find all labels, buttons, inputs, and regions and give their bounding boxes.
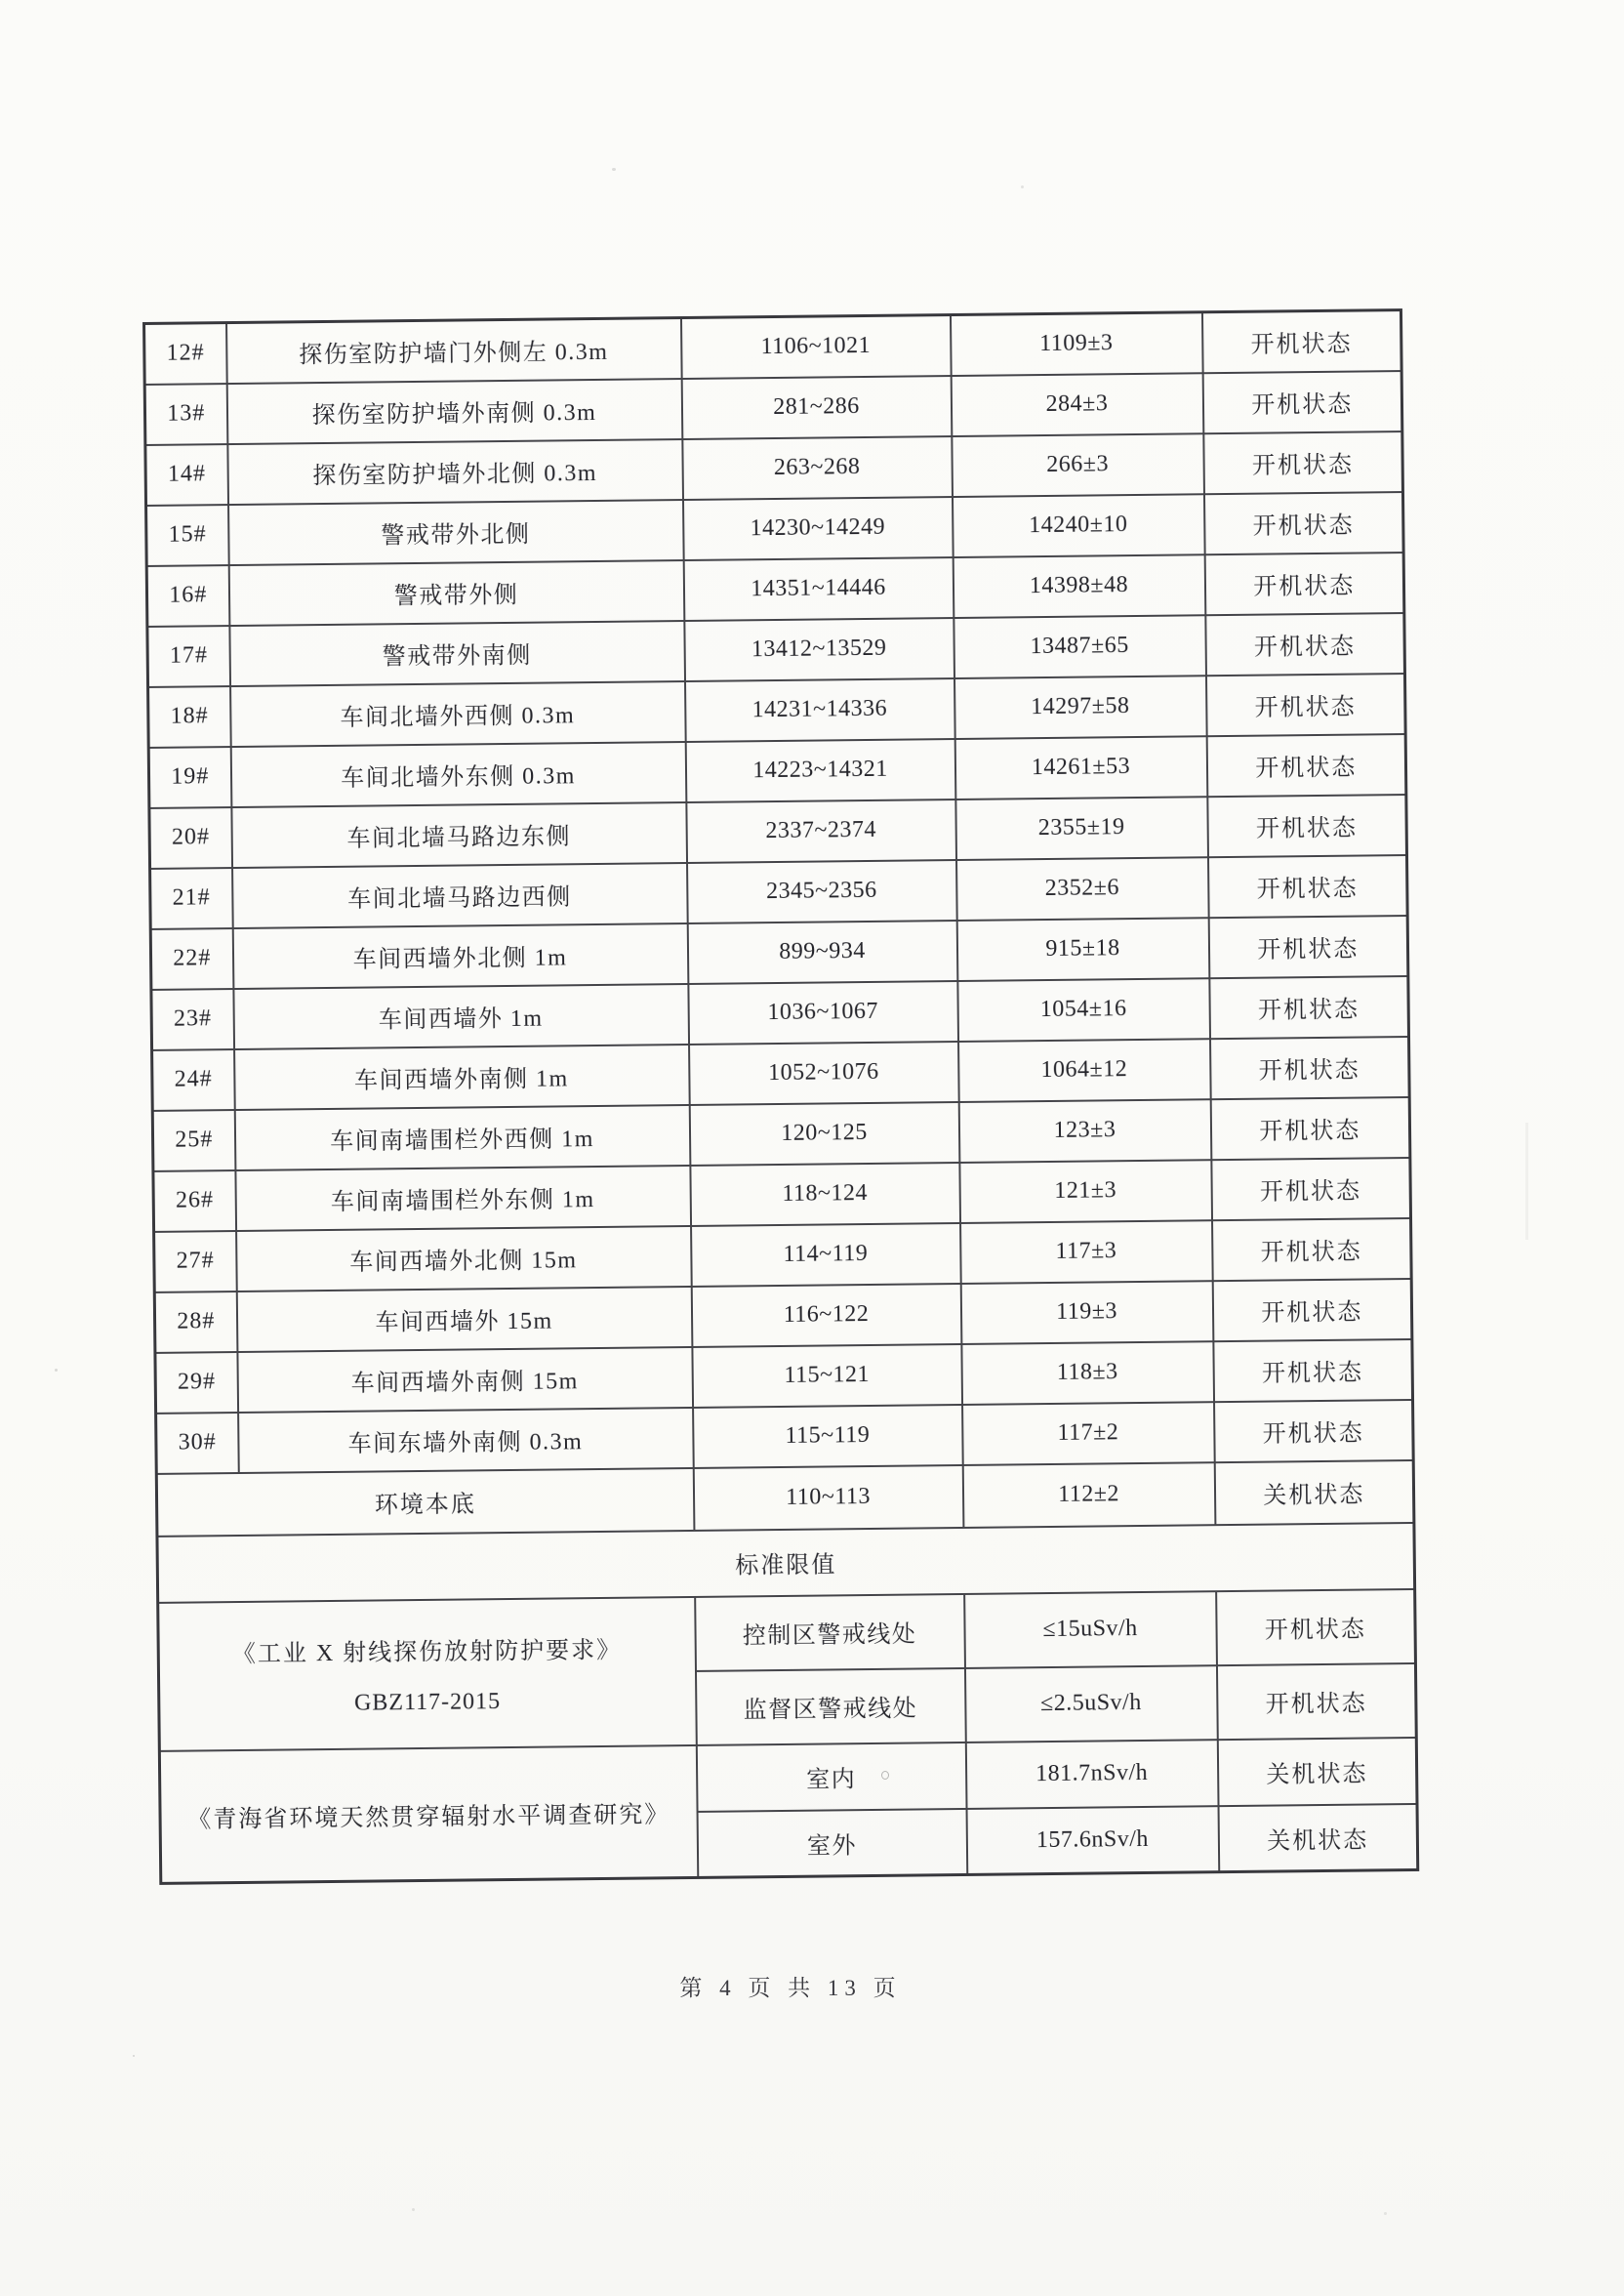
- gbz-standard-row-1: [158, 1588, 1416, 1676]
- background-mean: 112±2: [962, 1462, 1215, 1528]
- point-id: 15#: [146, 505, 229, 566]
- survey-condition-outdoor: 室外: [697, 1808, 967, 1877]
- point-id: 22#: [150, 928, 233, 990]
- point-range: 14351~14446: [683, 557, 954, 621]
- point-mean: 117±2: [962, 1402, 1215, 1465]
- gbz-limit-2: ≤2.5uSv/h: [964, 1665, 1217, 1742]
- point-mean: 915±18: [956, 918, 1209, 981]
- point-location: 警戒带外南侧: [229, 621, 685, 686]
- point-status: 开机状态: [1205, 674, 1405, 736]
- point-location: 探伤室防护墙外南侧 0.3m: [226, 379, 682, 444]
- survey-status-indoor: 关机状态: [1217, 1737, 1417, 1805]
- point-location: 车间北墙外东侧 0.3m: [230, 742, 686, 807]
- point-mean: 266±3: [952, 433, 1204, 497]
- point-id: 17#: [147, 626, 230, 687]
- gbz-condition-1: 控制区警戒线处: [695, 1593, 965, 1670]
- point-location: 车间南墙围栏外西侧 1m: [234, 1104, 690, 1169]
- scan-speck: [881, 1771, 889, 1780]
- point-mean: 2355±19: [955, 797, 1208, 860]
- survey-value-indoor: 181.7nSv/h: [965, 1740, 1218, 1809]
- point-range: 263~268: [682, 436, 953, 500]
- point-status: 开机状态: [1209, 976, 1409, 1039]
- point-mean: 14261±53: [954, 736, 1207, 800]
- point-location: 车间西墙外南侧 15m: [237, 1346, 693, 1412]
- point-status: 开机状态: [1213, 1338, 1413, 1401]
- point-location: 警戒带外侧: [228, 560, 684, 626]
- point-status: 开机状态: [1207, 795, 1407, 857]
- point-mean: 14398±48: [953, 554, 1205, 618]
- point-location: 警戒带外北侧: [228, 500, 684, 565]
- scan-speck: [1384, 2212, 1387, 2215]
- background-range: 110~113: [693, 1464, 963, 1530]
- point-id: 28#: [154, 1292, 237, 1353]
- survey-status-outdoor: 关机状态: [1218, 1803, 1418, 1871]
- point-range: 120~125: [689, 1101, 959, 1165]
- point-range: 115~121: [692, 1343, 962, 1407]
- point-id: 26#: [153, 1170, 236, 1232]
- point-id: 27#: [154, 1231, 237, 1292]
- point-mean: 1109±3: [950, 312, 1202, 376]
- survey-condition-indoor: 室内: [696, 1742, 966, 1811]
- point-status: 开机状态: [1207, 855, 1407, 918]
- point-location: 车间西墙外南侧 1m: [234, 1044, 690, 1109]
- point-status: 开机状态: [1203, 431, 1403, 494]
- point-range: 115~119: [693, 1404, 963, 1467]
- limits-title: 标准限值: [157, 1522, 1415, 1602]
- point-range: 13412~13529: [684, 618, 954, 681]
- point-status: 开机状态: [1204, 553, 1404, 615]
- point-location: 车间西墙外北侧 15m: [236, 1225, 692, 1291]
- point-id: 30#: [156, 1413, 239, 1474]
- point-status: 开机状态: [1206, 734, 1406, 797]
- background-label: 环境本底: [156, 1467, 694, 1536]
- point-status: 开机状态: [1210, 1096, 1410, 1159]
- point-id: 25#: [152, 1110, 235, 1171]
- point-id: 18#: [148, 686, 231, 748]
- measurement-rows: [144, 310, 1414, 1474]
- point-id: 14#: [145, 444, 228, 506]
- point-mean: 2352±6: [956, 857, 1209, 921]
- point-location: 车间西墙外北侧 1m: [232, 922, 688, 988]
- point-range: 1106~1021: [680, 315, 951, 379]
- point-id: 23#: [151, 989, 234, 1050]
- point-range: 14223~14321: [685, 739, 955, 802]
- point-id: 19#: [148, 747, 231, 808]
- point-mean: 119±3: [960, 1281, 1213, 1344]
- point-status: 开机状态: [1202, 371, 1402, 433]
- point-status: 开机状态: [1205, 613, 1405, 676]
- point-id: 20#: [149, 807, 232, 869]
- survey-reference-label: 《青海省环境天然贯穿辐射水平调查研究》: [159, 1744, 697, 1883]
- gbz-status-2: 开机状态: [1216, 1662, 1416, 1739]
- point-range: 114~119: [691, 1222, 961, 1286]
- survey-value-outdoor: 157.6nSv/h: [966, 1806, 1219, 1875]
- point-status: 开机状态: [1214, 1399, 1414, 1461]
- summary-section: [156, 1459, 1417, 1883]
- gbz-condition-2: 监督区警戒线处: [695, 1667, 965, 1744]
- point-mean: 118±3: [961, 1341, 1214, 1405]
- point-range: 116~122: [691, 1283, 961, 1346]
- point-range: 2345~2356: [687, 860, 957, 923]
- point-location: 车间东墙外南侧 0.3m: [238, 1407, 694, 1472]
- point-location: 车间西墙外 1m: [233, 983, 689, 1048]
- scan-streak: [1525, 1123, 1528, 1240]
- point-id: 16#: [146, 565, 229, 627]
- point-id: 21#: [150, 868, 233, 929]
- point-mean: 121±3: [959, 1160, 1212, 1223]
- gbz-limit-1: ≤15uSv/h: [964, 1591, 1217, 1668]
- measurement-table: [142, 308, 1419, 1885]
- point-range: 1036~1067: [688, 981, 958, 1045]
- point-status: 开机状态: [1212, 1278, 1412, 1340]
- point-location: 车间西墙外 15m: [236, 1286, 692, 1351]
- point-mean: 14240±10: [952, 494, 1204, 557]
- point-status: 开机状态: [1208, 916, 1408, 978]
- point-status: 开机状态: [1212, 1217, 1412, 1280]
- scan-speck: [412, 2208, 415, 2211]
- point-status: 开机状态: [1201, 310, 1401, 373]
- point-mean: 13487±65: [954, 615, 1206, 678]
- point-mean: 1064±12: [958, 1039, 1211, 1102]
- point-status: 开机状态: [1210, 1037, 1410, 1099]
- page-footer: 第 4 页 共 13 页: [679, 1976, 902, 2000]
- point-status: 开机状态: [1211, 1157, 1411, 1219]
- point-id: 13#: [144, 384, 227, 445]
- point-range: 14230~14249: [682, 497, 953, 560]
- gbz-status-1: 开机状态: [1216, 1588, 1416, 1664]
- gbz-standard-code: GBZ117-2015: [353, 1688, 502, 1716]
- point-mean: 1054±16: [957, 978, 1210, 1042]
- point-range: 899~934: [687, 921, 957, 984]
- point-range: 281~286: [681, 376, 952, 439]
- point-mean: 123±3: [958, 1099, 1211, 1163]
- point-location: 探伤室防护墙外北侧 0.3m: [227, 439, 683, 505]
- point-id: 29#: [155, 1352, 238, 1414]
- scan-speck: [1021, 185, 1024, 188]
- background-status: 关机状态: [1214, 1459, 1414, 1524]
- point-id: 12#: [144, 323, 227, 385]
- point-range: 2337~2374: [686, 800, 956, 863]
- point-location: 探伤室防护墙门外侧左 0.3m: [226, 318, 682, 384]
- scan-speck: [612, 168, 616, 171]
- scan-speck: [55, 1369, 58, 1372]
- gbz-standard-label: [158, 1596, 697, 1750]
- point-location: 车间南墙围栏外东侧 1m: [235, 1165, 691, 1230]
- point-mean: 117±3: [960, 1220, 1213, 1284]
- gbz-standard-title: 《工业 X 射线探伤放射防护要求》: [231, 1637, 623, 1667]
- scan-speck: [133, 2055, 135, 2057]
- point-mean: 14297±58: [954, 676, 1206, 739]
- point-range: 118~124: [690, 1162, 960, 1225]
- point-location: 车间北墙马路边西侧: [232, 862, 688, 927]
- point-location: 车间北墙外西侧 0.3m: [230, 681, 686, 747]
- point-mean: 284±3: [951, 373, 1203, 436]
- point-range: 1052~1076: [689, 1042, 959, 1105]
- point-location: 车间北墙马路边东侧: [231, 802, 687, 868]
- point-status: 开机状态: [1203, 492, 1403, 554]
- point-range: 14231~14336: [685, 678, 955, 742]
- point-id: 24#: [152, 1049, 235, 1111]
